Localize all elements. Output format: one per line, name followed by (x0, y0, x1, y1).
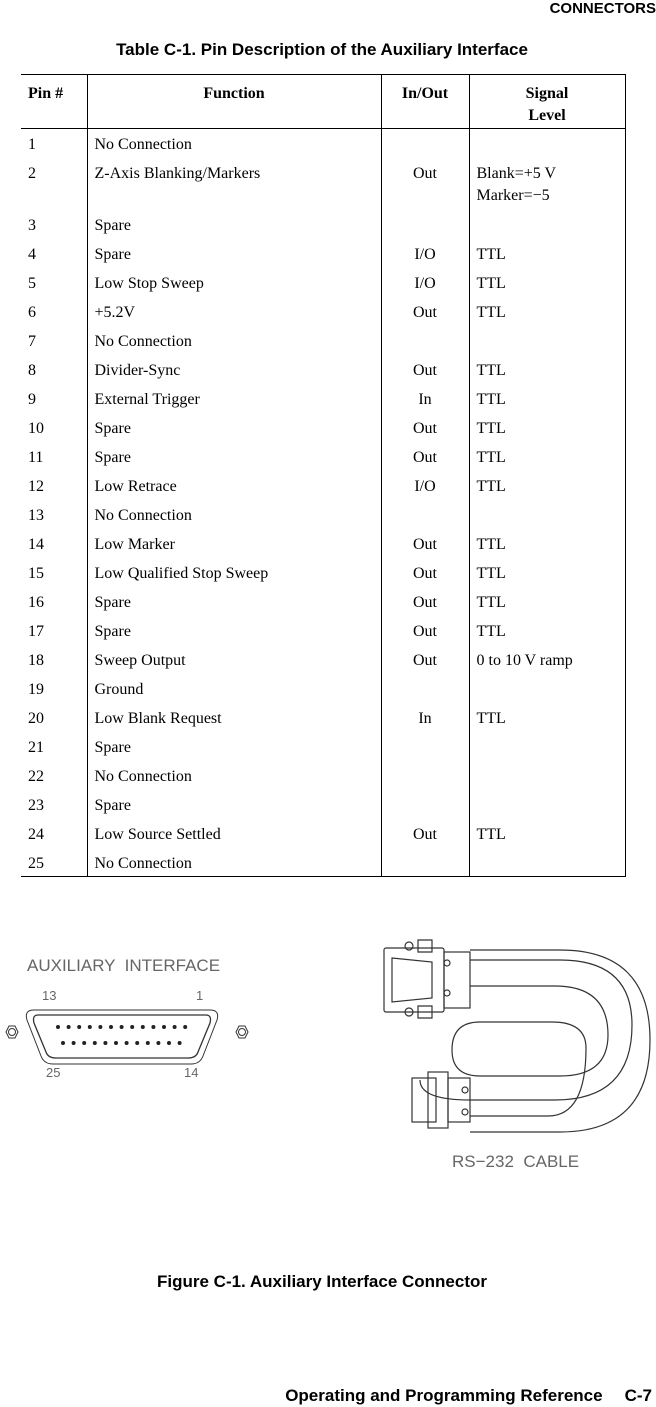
signal-level-cell: TTL (469, 239, 625, 268)
connector-pin (56, 1025, 60, 1029)
function-cell: External Trigger (87, 384, 381, 413)
signal-level-cell: TTL (469, 297, 625, 326)
function-cell: Low Marker (87, 529, 381, 558)
in-out-cell (381, 848, 469, 877)
column-header-pin: Pin # (21, 75, 87, 129)
function-cell: No Connection (87, 761, 381, 790)
pin-number-cell: 6 (21, 297, 87, 326)
table-row (21, 790, 625, 819)
signal-level-cell: TTL (469, 413, 625, 442)
table-row (21, 732, 625, 761)
pin-number-cell: 5 (21, 268, 87, 297)
function-cell: Ground (87, 674, 381, 703)
pin-number-cell: 2 (21, 158, 87, 210)
signal-level-cell (469, 210, 625, 239)
in-out-cell: Out (381, 819, 469, 848)
pin-number-cell: 1 (21, 129, 87, 158)
signal-level-cell: 0 to 10 V ramp (469, 645, 625, 674)
table-row (21, 268, 625, 297)
pin-number-cell: 13 (21, 500, 87, 529)
pin-number-cell: 22 (21, 761, 87, 790)
pin-number-cell: 9 (21, 384, 87, 413)
function-cell: No Connection (87, 848, 381, 877)
footer-section: Operating and Programming Reference (285, 1386, 603, 1405)
table-row (21, 500, 625, 529)
in-out-cell (381, 210, 469, 239)
table-row (21, 210, 625, 239)
connector-pin (178, 1041, 182, 1045)
table-row (21, 819, 625, 848)
connector-pin (72, 1041, 76, 1045)
signal-level-cell (469, 732, 625, 761)
function-cell: No Connection (87, 500, 381, 529)
function-cell: Spare (87, 442, 381, 471)
column-header-function: Function (87, 75, 381, 129)
pin-number-cell: 10 (21, 413, 87, 442)
in-out-cell: Out (381, 616, 469, 645)
connector-pin (82, 1041, 86, 1045)
figure-caption: Figure C-1. Auxiliary Interface Connector (157, 1272, 487, 1291)
signal-level-cell: TTL (469, 442, 625, 471)
connector-pin (103, 1041, 107, 1045)
connector-pin (88, 1025, 92, 1029)
pin-label-1: 1 (196, 988, 204, 1003)
function-cell: Spare (87, 413, 381, 442)
in-out-cell: In (381, 384, 469, 413)
in-out-cell (381, 674, 469, 703)
signal-level-cell: TTL (469, 471, 625, 500)
in-out-cell: I/O (381, 471, 469, 500)
connector-pin (120, 1025, 124, 1029)
function-cell: Low Qualified Stop Sweep (87, 558, 381, 587)
signal-level-cell (469, 500, 625, 529)
connector-pin (93, 1041, 97, 1045)
connector-pin (146, 1041, 150, 1045)
signal-level-cell: TTL (469, 558, 625, 587)
connector-pin (173, 1025, 177, 1029)
table-row (21, 616, 625, 645)
function-cell: Spare (87, 210, 381, 239)
pin-number-cell: 18 (21, 645, 87, 674)
in-out-cell (381, 129, 469, 158)
connector-pin (162, 1025, 166, 1029)
signal-level-cell: Blank=+5 V Marker=−5 (469, 158, 625, 210)
table-row (21, 848, 625, 877)
in-out-cell (381, 326, 469, 355)
auxiliary-interface-connector (6, 956, 248, 1080)
signal-level-cell: TTL (469, 529, 625, 558)
pin-label-13: 13 (42, 988, 57, 1003)
in-out-cell (381, 500, 469, 529)
pin-number-cell: 11 (21, 442, 87, 471)
connector-pin (109, 1025, 113, 1029)
signal-level-cell (469, 848, 625, 877)
pin-number-cell: 24 (21, 819, 87, 848)
in-out-cell: Out (381, 442, 469, 471)
rs232-cable (384, 940, 650, 1171)
connector-pin (156, 1041, 160, 1045)
function-cell: Spare (87, 790, 381, 819)
table-row (21, 355, 625, 384)
function-cell: Z-Axis Blanking/Markers (87, 158, 381, 210)
pin-number-cell: 8 (21, 355, 87, 384)
function-cell: Low Blank Request (87, 703, 381, 732)
connector-pin (98, 1025, 102, 1029)
signal-level-cell (469, 674, 625, 703)
table-row (21, 442, 625, 471)
table-row (21, 384, 625, 413)
connector-pin (125, 1041, 129, 1045)
pin-number-cell: 19 (21, 674, 87, 703)
column-header-in-out: In/Out (381, 75, 469, 129)
connector-pin (114, 1041, 118, 1045)
table-row (21, 158, 625, 210)
function-cell: Spare (87, 239, 381, 268)
connector-pin (61, 1041, 65, 1045)
function-cell: Divider-Sync (87, 355, 381, 384)
page-footer (285, 1386, 652, 1406)
in-out-cell: Out (381, 587, 469, 616)
column-header-signal-level: Signal Level (469, 75, 625, 129)
table-row (21, 761, 625, 790)
in-out-cell: I/O (381, 239, 469, 268)
table-row (21, 326, 625, 355)
connector-figure (0, 930, 656, 1190)
pin-number-cell: 16 (21, 587, 87, 616)
pin-number-cell: 15 (21, 558, 87, 587)
function-cell: Spare (87, 616, 381, 645)
connector-pin (77, 1025, 81, 1029)
connector-pin (183, 1025, 187, 1029)
in-out-cell: In (381, 703, 469, 732)
pin-number-cell: 21 (21, 732, 87, 761)
pin-number-cell: 23 (21, 790, 87, 819)
table-row (21, 674, 625, 703)
pin-number-cell: 3 (21, 210, 87, 239)
table-row (21, 297, 625, 326)
in-out-cell: Out (381, 645, 469, 674)
in-out-cell: Out (381, 413, 469, 442)
in-out-cell: Out (381, 355, 469, 384)
in-out-cell: Out (381, 558, 469, 587)
signal-level-cell (469, 129, 625, 158)
signal-level-cell: TTL (469, 355, 625, 384)
pin-number-cell: 7 (21, 326, 87, 355)
table-row (21, 703, 625, 732)
signal-level-cell: TTL (469, 819, 625, 848)
signal-level-cell (469, 790, 625, 819)
table-row (21, 558, 625, 587)
cable-label: RS−232 CABLE (452, 1152, 580, 1171)
connector-pin (141, 1025, 145, 1029)
signal-level-cell: TTL (469, 587, 625, 616)
table-row (21, 471, 625, 500)
table-row (21, 129, 625, 158)
table-row (21, 587, 625, 616)
page-header: CONNECTORS (549, 0, 656, 17)
function-cell: Low Retrace (87, 471, 381, 500)
table-row (21, 413, 625, 442)
pin-number-cell: 20 (21, 703, 87, 732)
in-out-cell: Out (381, 158, 469, 210)
signal-level-cell: TTL (469, 616, 625, 645)
function-cell: Spare (87, 732, 381, 761)
in-out-cell: I/O (381, 268, 469, 297)
connector-pin (67, 1025, 71, 1029)
signal-level-cell (469, 326, 625, 355)
function-cell: Low Stop Sweep (87, 268, 381, 297)
function-cell: Low Source Settled (87, 819, 381, 848)
signal-level-cell: TTL (469, 703, 625, 732)
function-cell: Sweep Output (87, 645, 381, 674)
function-cell: No Connection (87, 129, 381, 158)
in-out-cell (381, 790, 469, 819)
table-row (21, 529, 625, 558)
function-cell: No Connection (87, 326, 381, 355)
signal-level-cell (469, 761, 625, 790)
table-header-row (21, 75, 625, 129)
function-cell: Spare (87, 587, 381, 616)
pin-number-cell: 25 (21, 848, 87, 877)
pin-description-table (21, 74, 626, 877)
pin-label-25: 25 (46, 1065, 61, 1080)
connector-pin (167, 1041, 171, 1045)
connector-label: AUXILIARY INTERFACE (27, 956, 221, 975)
in-out-cell (381, 732, 469, 761)
table-title: Table C-1. Pin Description of the Auxiliary Interface (116, 40, 528, 59)
pin-number-cell: 17 (21, 616, 87, 645)
in-out-cell (381, 761, 469, 790)
in-out-cell: Out (381, 529, 469, 558)
pin-number-cell: 12 (21, 471, 87, 500)
table-row (21, 239, 625, 268)
connector-pin (130, 1025, 134, 1029)
in-out-cell: Out (381, 297, 469, 326)
table-row (21, 645, 625, 674)
connector-pin (135, 1041, 139, 1045)
function-cell: +5.2V (87, 297, 381, 326)
pin-label-14: 14 (184, 1065, 199, 1080)
mounting-screw-right (236, 1026, 248, 1038)
signal-level-cell: TTL (469, 268, 625, 297)
mounting-screw-left (6, 1026, 18, 1038)
signal-level-cell: TTL (469, 384, 625, 413)
page-number: C-7 (624, 1386, 652, 1405)
pin-number-cell: 14 (21, 529, 87, 558)
pin-number-cell: 4 (21, 239, 87, 268)
connector-pin (151, 1025, 155, 1029)
